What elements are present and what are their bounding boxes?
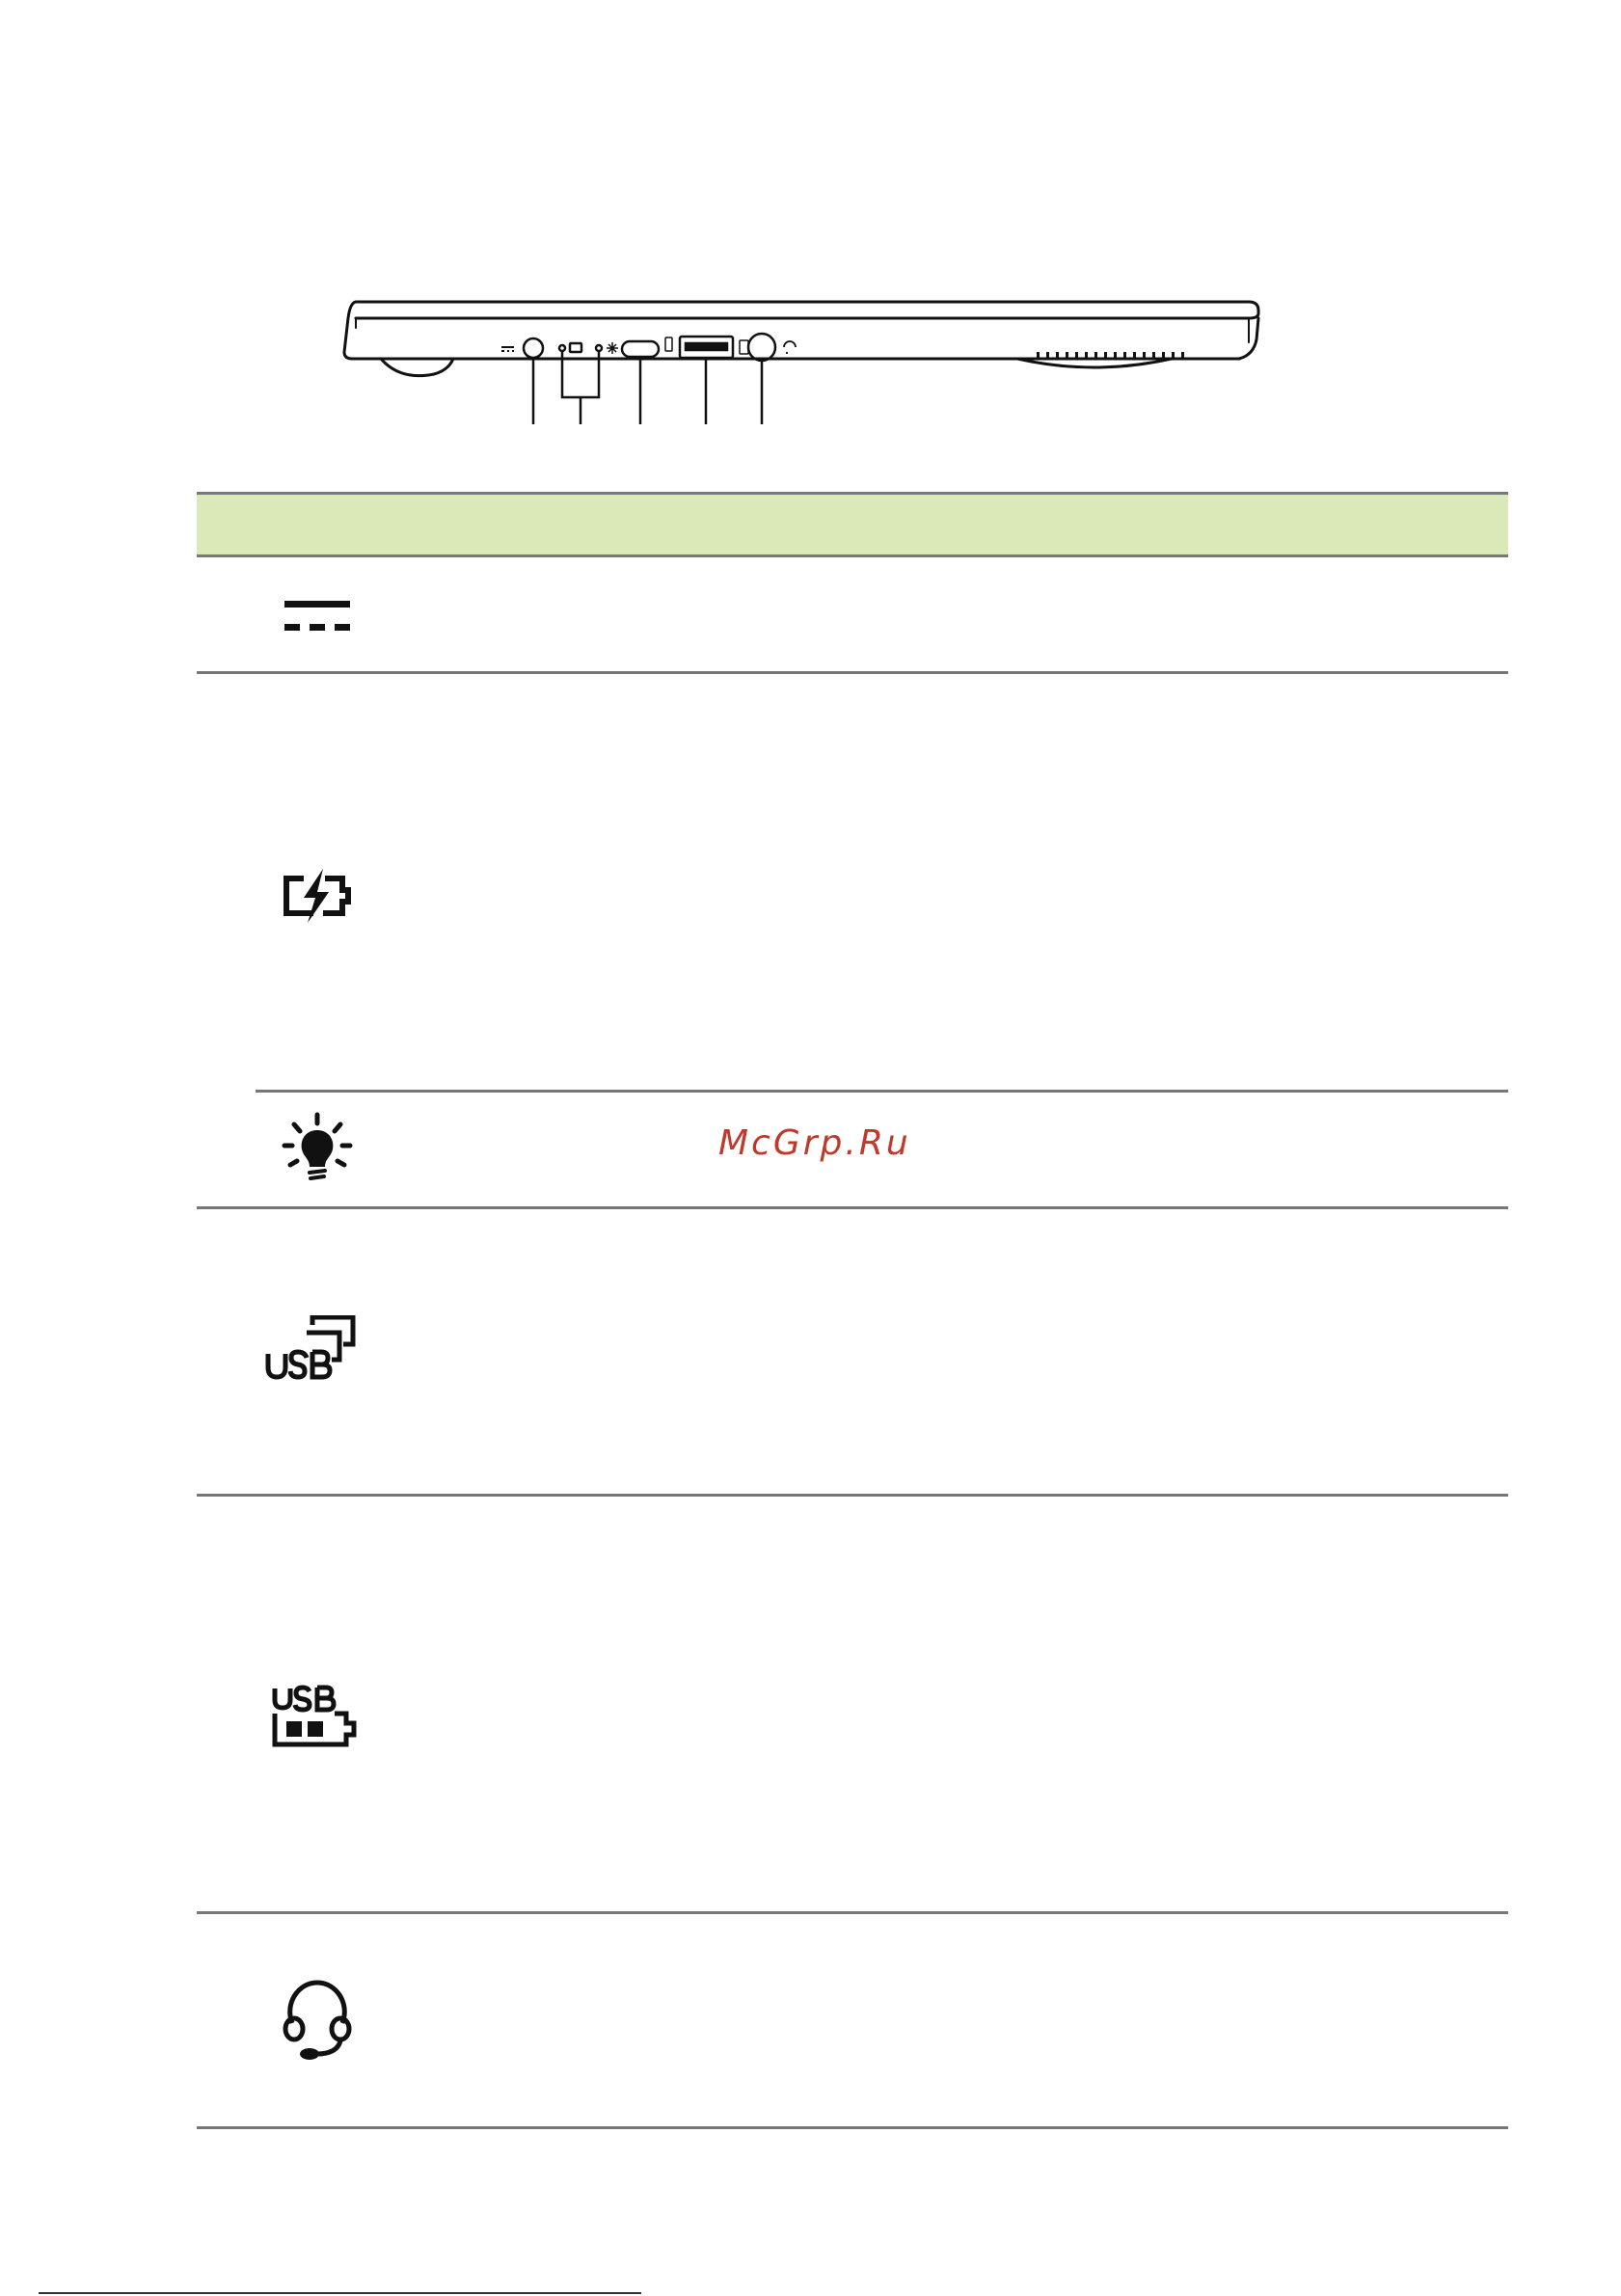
usb-display-icon <box>264 1296 370 1402</box>
table-header <box>197 492 1508 557</box>
headset-icon <box>264 1967 370 2073</box>
table-row <box>197 674 1508 1089</box>
battery-charging-icon <box>264 843 370 949</box>
power-light-icon <box>264 1096 370 1202</box>
table-row <box>197 1914 1508 2128</box>
row-divider <box>197 2126 1508 2129</box>
table-row <box>197 1209 1508 1499</box>
dc-in-icon <box>264 567 370 673</box>
footer-rule <box>39 2292 641 2294</box>
table-row <box>197 1497 1508 1911</box>
table-row <box>197 557 1508 683</box>
watermark: McGrp.Ru <box>718 1123 911 1163</box>
laptop-side-view <box>342 289 1278 434</box>
usb-charge-icon <box>264 1665 370 1771</box>
